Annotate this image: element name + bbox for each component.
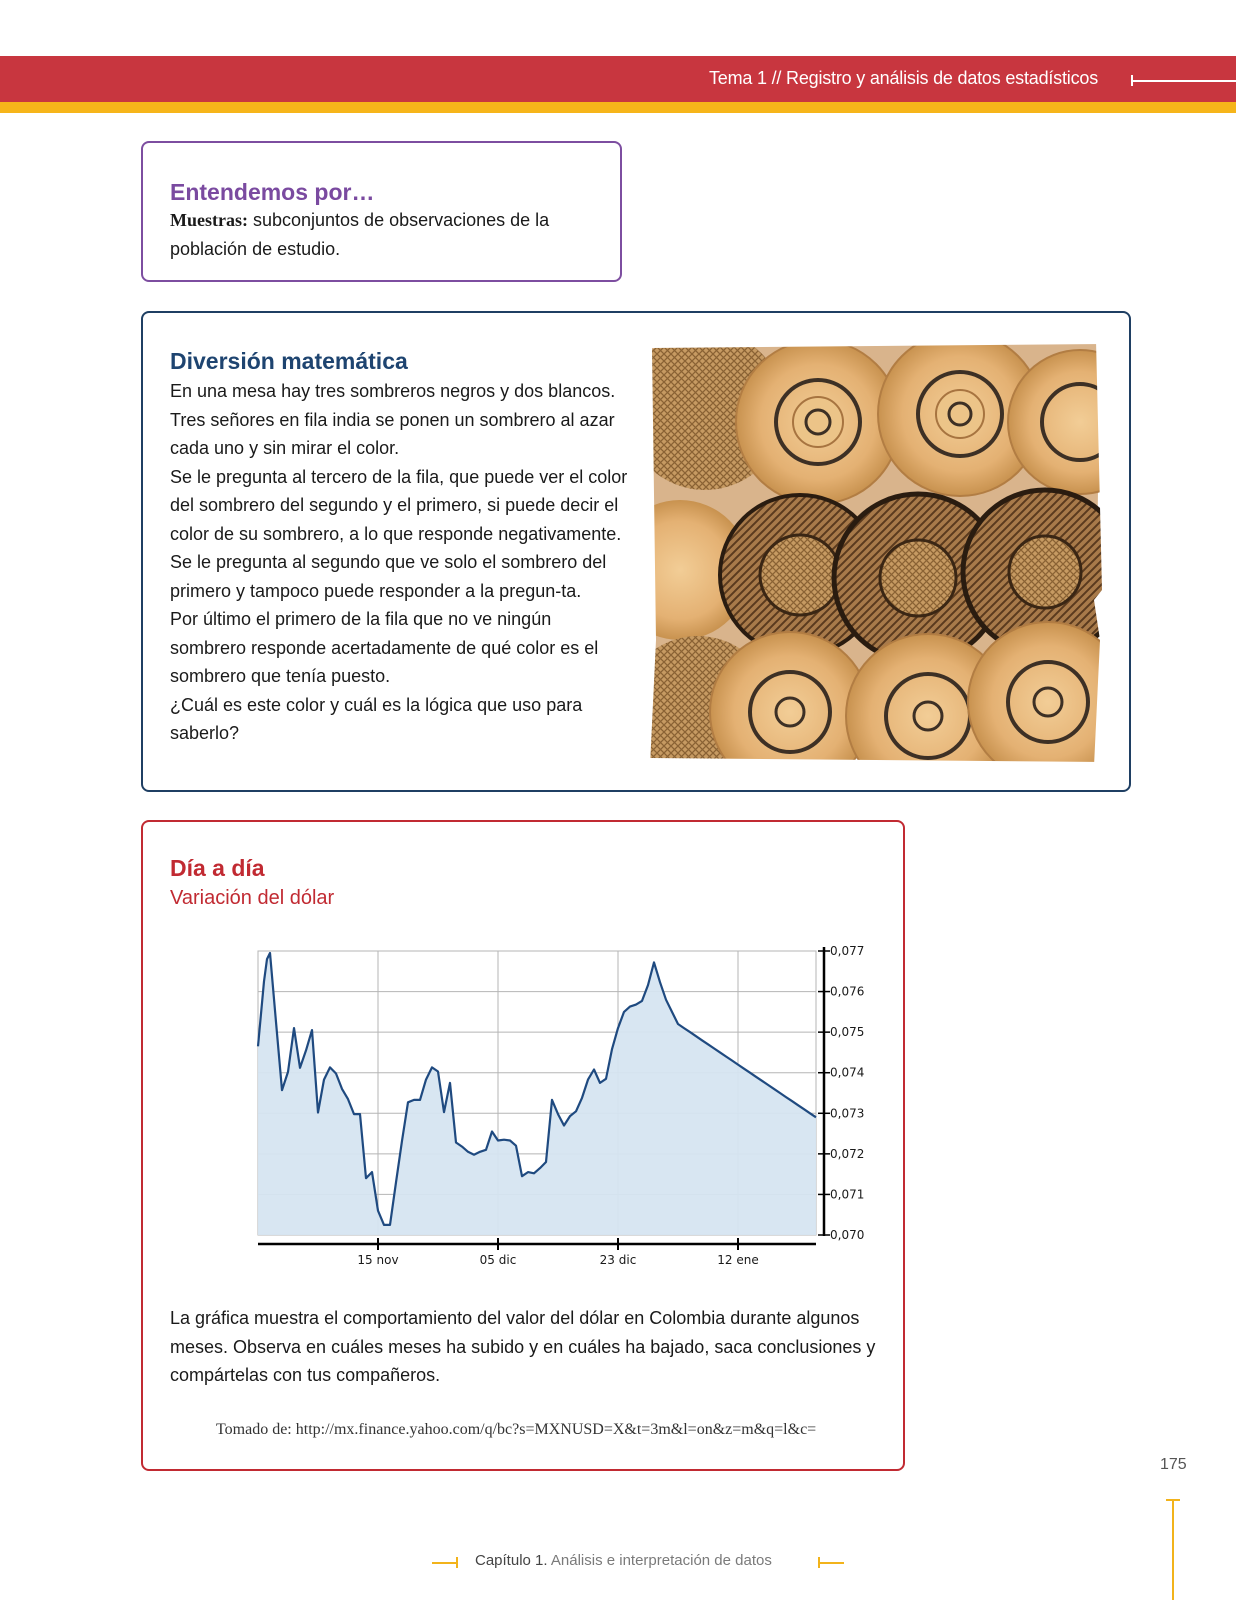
fun-math-paragraph: ¿Cuál es este color y cuál es la lógica que uso para saberlo?: [170, 694, 583, 743]
x-tick-label: 12 ene: [717, 1253, 759, 1267]
fun-math-paragraph: Por último el primero de la fila que no ve ningún sombrero responde acertadamente de qué color es el sombrero que tenía puesto.: [170, 609, 599, 686]
footer-rule-left-tick: [456, 1557, 458, 1568]
chart-subtitle: Variación del dólar: [170, 887, 335, 909]
footer-rule-left: [432, 1562, 458, 1564]
definition-description: subconjuntos de observaciones de la población de estudio.: [170, 210, 550, 259]
dollar-chart-svg: [250, 940, 890, 1280]
x-tick-label: 15 nov: [357, 1253, 399, 1267]
straw-hats-photo: [650, 340, 1104, 764]
footer-rule-right: [818, 1562, 844, 1564]
day-to-day-title: Día a día: [170, 855, 265, 881]
definition-term: Muestras:: [170, 210, 248, 230]
x-tick-label: 23 dic: [599, 1253, 637, 1267]
y-tick-label: 0,070: [830, 1228, 865, 1242]
page-header-title: Tema 1 // Registro y análisis de datos estadísticos: [709, 68, 1098, 88]
footer-chapter-label: Capítulo 1.: [475, 1552, 548, 1569]
dollar-chart: [250, 940, 890, 1280]
footer-chapter: [475, 1552, 772, 1569]
side-rule: [1172, 1499, 1174, 1600]
y-tick-label: 0,074: [830, 1065, 865, 1080]
day-to-day-text: La gráfica muestra el comportamiento del valor del dólar en Colombia durante algunos meses. Observa en cuáles meses ha subido y en cuáles ha bajado, saca conclusiones y compártelas con tus compañeros.: [170, 1308, 876, 1385]
page-number: 175: [1160, 1456, 1187, 1473]
fun-math-title: Diversión matemática: [170, 348, 408, 374]
definition-title: Entendemos por…: [170, 179, 375, 205]
y-tick-label: 0,073: [830, 1106, 865, 1121]
y-tick-label: 0,072: [830, 1146, 865, 1161]
y-tick-label: 0,076: [830, 984, 865, 999]
fun-math-text: [170, 377, 630, 748]
source-citation: Tomado de: http://mx.finance.yahoo.com/q/bc?s=MXNUSD=X&t=3m&l=on&z=m&q=l&c=: [216, 1421, 817, 1438]
y-tick-label: 0,075: [830, 1025, 865, 1040]
footer-chapter-title: Análisis e interpretación de datos: [547, 1552, 772, 1569]
fun-math-paragraph: Se le pregunta al segundo que ve solo el sombrero del primero y tampoco puede responder a la pregun-ta.: [170, 552, 607, 601]
x-tick-label: 05 dic: [479, 1253, 517, 1267]
y-tick-label: 0,071: [830, 1187, 865, 1202]
y-tick-label: 0,077: [830, 944, 865, 958]
fun-math-paragraph: Se le pregunta al tercero de la fila, que puede ver el color del sombrero del segundo y el primero, si puede decir el color de su sombrero, a lo que responde negativamente.: [170, 466, 628, 544]
header-rule: [1132, 80, 1236, 82]
definition-text: [170, 206, 610, 263]
header-accent-stripe: [0, 102, 1236, 113]
definition-box: [141, 141, 622, 282]
fun-math-paragraph: En una mesa hay tres sombreros negros y dos blancos. Tres señores en fila india se ponen un sombrero al azar cada uno y sin mirar el color.: [170, 381, 616, 458]
